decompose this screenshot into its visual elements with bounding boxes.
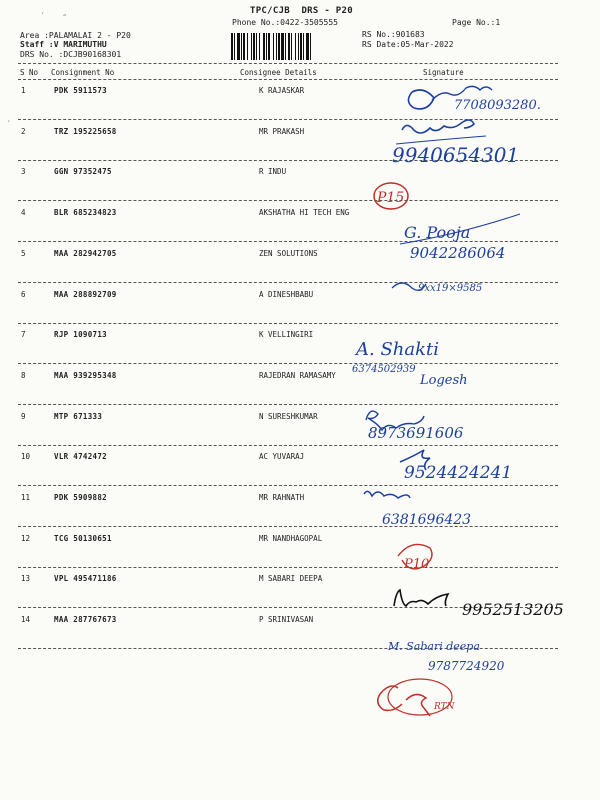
stamp-14 <box>378 679 456 716</box>
consignment-number: RJP 1090713 <box>54 330 107 339</box>
consignment-number: MAA 939295348 <box>54 371 117 380</box>
consignment-number: TRZ 195225658 <box>54 127 117 136</box>
phone-handwritten: 9042286064 <box>410 244 506 262</box>
row-serial: 6 <box>21 290 26 299</box>
consignee-name: A DINESHBABU <box>259 290 314 299</box>
signature-13 <box>387 640 505 673</box>
consignee-name: AKSHATHA HI TECH ENG <box>259 208 350 217</box>
col-consignee: Consignee Details <box>240 68 317 77</box>
consignee-name: MR PRAKASH <box>259 127 305 136</box>
phone-handwritten: 6381696423 <box>382 512 472 528</box>
status-mark: P10 <box>404 557 430 572</box>
consignee-name: ZEN SOLUTIONS <box>259 249 318 258</box>
row-serial: 4 <box>21 208 26 217</box>
row-serial: 7 <box>21 330 26 339</box>
consignment-number: BLR 685234823 <box>54 208 117 217</box>
signature-5 <box>392 283 482 294</box>
rs-number: RS No.:901683 <box>362 30 425 39</box>
consignee-name: AC YUVARAJ <box>259 452 305 461</box>
signature-2 <box>392 120 519 167</box>
phone-handwritten: 9952513205 <box>462 600 564 619</box>
row-serial: 10 <box>21 452 31 461</box>
consignment-number: PDK 5909882 <box>54 493 107 502</box>
consignment-number: MTP 671333 <box>54 412 103 421</box>
consignee-name: N SURESHKUMAR <box>259 412 318 421</box>
consignee-name: R INDU <box>259 167 287 176</box>
col-signature: Signature <box>423 68 464 77</box>
status-mark: P15 <box>377 190 405 206</box>
consignment-number: PDK 5911573 <box>54 86 107 95</box>
row-serial: 11 <box>21 493 31 502</box>
extra-handwritten: Logesh <box>420 373 468 388</box>
scan-speck: ′ <box>40 12 46 22</box>
stamp-3 <box>374 183 408 209</box>
consignee-name: K VELLINGIRI <box>259 330 314 339</box>
consignee-name: MR RAHNATH <box>259 493 305 502</box>
staff: Staff :V MARIMUTHU <box>20 40 107 49</box>
phone-handwritten: 7708093280. <box>454 98 541 113</box>
name-handwritten: A. Shakti <box>356 339 439 360</box>
scan-speck: ″ <box>62 14 68 24</box>
phone-handwritten: 9940654301 <box>392 143 520 167</box>
phone-handwritten: 9524424241 <box>404 463 513 483</box>
row-serial: 9 <box>21 412 26 421</box>
row-serial: 8 <box>21 371 26 380</box>
area: Area :PALAMALAI 2 - P20 <box>20 31 131 40</box>
consignment-number: GGN 97352475 <box>54 167 112 176</box>
consignee-name: RAJEDRAN RAMASAMY <box>259 371 336 380</box>
consignee-name: MR NANDHAGOPAL <box>259 534 323 543</box>
name-handwritten: M. Sabari deepa <box>388 640 480 653</box>
consignee-name: M SABARI DEEPA <box>259 574 323 583</box>
row-serial: 13 <box>21 574 31 583</box>
sheet-title: TPC/CJB DRS - P20 <box>250 6 353 16</box>
stamp-11 <box>398 544 432 572</box>
phone-handwritten: 9xx19×9585 <box>418 283 483 294</box>
consignment-number: MAA 282942705 <box>54 249 117 258</box>
scan-speck: ′ <box>6 120 12 130</box>
consignment-number: VPL 495471186 <box>54 574 117 583</box>
col-sno: S No <box>20 68 39 77</box>
signature-9 <box>400 450 512 483</box>
consignee-name: P SRINIVASAN <box>259 615 314 624</box>
phone-number: Phone No.:0422-3505555 <box>232 18 338 27</box>
consignment-number: MAA 288892709 <box>54 290 117 299</box>
consignment-number: VLR 4742472 <box>54 452 107 461</box>
signature-1 <box>408 86 540 113</box>
consignment-number: TCG 50130651 <box>54 534 112 543</box>
row-serial: 5 <box>21 249 26 258</box>
phone-handwritten: 9787724920 <box>428 659 505 673</box>
row-serial: 12 <box>21 534 31 543</box>
signature-12 <box>394 590 564 619</box>
consignee-name: K RAJASKAR <box>259 86 305 95</box>
consignment-number: MAA 287767673 <box>54 615 117 624</box>
row-serial: 3 <box>21 167 26 176</box>
row-serial: 14 <box>21 615 31 624</box>
rs-date: RS Date:05-Mar-2022 <box>362 40 454 49</box>
phone-handwritten: 6374502939 <box>352 364 416 375</box>
drs-number: DRS No. :DCJB90168301 <box>20 50 122 59</box>
name-handwritten: G. Pooja <box>404 223 471 242</box>
signature-4 <box>400 214 520 262</box>
col-consignment: Consignment No <box>51 68 115 77</box>
signature-10 <box>364 491 471 528</box>
page-number: Page No.:1 <box>452 18 501 27</box>
signature-8 <box>366 411 464 442</box>
signature-7 <box>352 339 468 388</box>
status-mark: RTN <box>434 702 455 712</box>
row-serial: 2 <box>21 127 26 136</box>
row-serial: 1 <box>21 86 26 95</box>
phone-handwritten: 8973691606 <box>368 424 464 442</box>
